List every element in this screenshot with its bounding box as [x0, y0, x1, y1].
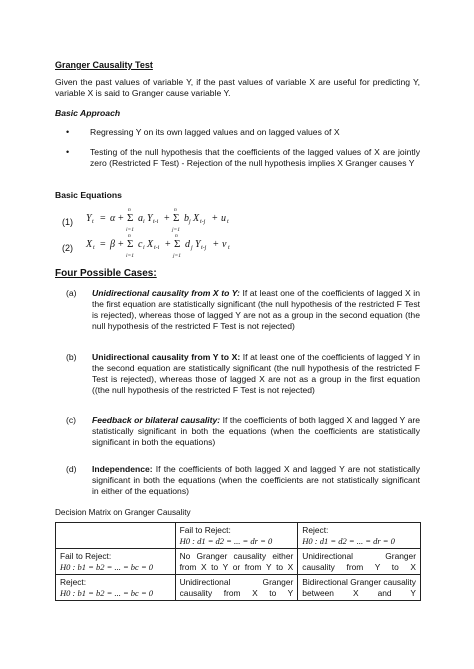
svg-text:=: = [100, 213, 106, 224]
case-c-lead: Feedback or bilateral causality: [92, 415, 221, 425]
svg-text:+: + [165, 239, 171, 250]
empty-corner-cell [56, 523, 176, 549]
svg-text:X: X [147, 239, 154, 250]
svg-text:j=1: j=1 [173, 253, 181, 259]
svg-text:n: n [175, 233, 178, 239]
bullet-icon: • [66, 127, 70, 137]
svg-text:j=1: j=1 [172, 227, 180, 233]
header-reject [298, 523, 421, 549]
svg-text:t-i: t-i [154, 245, 160, 251]
cases-heading: Four Possible Cases: [55, 268, 157, 279]
basic-equations-heading: Basic Equations [55, 190, 122, 200]
svg-text:i: i [143, 219, 145, 225]
svg-text:Y: Y [147, 213, 153, 224]
svg-text:β: β [110, 239, 115, 250]
decision-matrix-table [55, 522, 421, 601]
row-fail-to-reject-hypothesis: H0 : b1 = b2 = ... = bc = 0 [60, 561, 154, 572]
case-d-body: If the coefficients of both lagged X and lagged Y are not statistically significant in both the equations (when the coefficients are not statistically significant in either of the equations) [92, 464, 420, 496]
svg-text:c: c [138, 239, 143, 250]
svg-text:t-i: t-i [153, 219, 159, 225]
decision-matrix-caption: Decision Matrix on Granger Causality [55, 508, 191, 517]
header-fail-to-reject-label: Fail to Reject: [179, 525, 231, 535]
case-b-body: If at least one of the coefficients of lagged Y in the second equation are statistically significant (the null hypothesis of the restricted F Test is rejected), whereas those of lagged X are not as a group in the first equation ((the null hypothesis of the restricted F Test is not rejected) [92, 352, 420, 395]
svg-text:d: d [185, 239, 190, 250]
row-reject-hypothesis: H0 : b1 = b2 = ... = bc = 0 [60, 587, 154, 598]
svg-text:n: n [128, 207, 131, 213]
svg-text:X: X [193, 213, 200, 224]
svg-text:X: X [86, 239, 93, 250]
svg-text:j: j [189, 219, 191, 225]
svg-text:Y: Y [195, 239, 201, 250]
cell-no-causality: No Granger causality either from X to Y or from Y to X [175, 549, 298, 575]
svg-text:n: n [128, 233, 131, 239]
case-a-label: (a) [66, 288, 77, 298]
intro-paragraph: Given the past values of variable Y, if the past values of variable X are useful for predicting Y, variable X is said to Granger cause variable Y. [55, 77, 420, 98]
header-fail-to-reject-hypothesis: H0 : d1 = d2 = ... = dr = 0 [179, 535, 273, 546]
svg-text:t: t [228, 245, 230, 251]
case-c-text [92, 415, 420, 448]
svg-text:Σ: Σ [173, 212, 180, 224]
svg-text:t-j: t-j [200, 219, 206, 225]
header-reject-hypothesis: H0 : d1 = d2 = ... = dr = 0 [302, 535, 395, 546]
page-title: Granger Causality Test [55, 60, 153, 70]
case-b-label: (b) [66, 352, 77, 362]
svg-text:t: t [93, 245, 95, 251]
svg-text:t: t [92, 219, 94, 225]
case-b-lead: Unidirectional causality from Y to X: [92, 352, 241, 362]
svg-text:Y: Y [86, 213, 92, 224]
svg-text:+: + [212, 213, 218, 224]
cell-x-to-y: Unidirectional Granger causality from X to Y [175, 575, 298, 601]
svg-text:t: t [227, 219, 229, 225]
svg-text:j: j [191, 245, 193, 251]
row-reject [56, 575, 176, 601]
case-d-text [92, 464, 420, 497]
svg-text:+: + [164, 213, 170, 224]
case-a-text [92, 288, 420, 332]
svg-text:i=1: i=1 [126, 253, 134, 259]
svg-text:+: + [118, 213, 124, 224]
equation-2-label: (2) [62, 243, 73, 253]
equation-2 [84, 231, 284, 264]
table-row [56, 523, 421, 549]
case-b-text [92, 352, 420, 396]
table-row [56, 549, 421, 575]
case-d-label: (d) [66, 464, 77, 474]
svg-text:v: v [222, 239, 227, 250]
case-a-body: If at least one of the coefficients of lagged X in the first equation are statistically significant (the null hypothesis of the restricted F Test is rejected), whereas those of lagged Y are not as a group in the second equation (the null hypothesis of the restricted F Test is not rejected) [92, 288, 420, 331]
bullet-item-2: Testing of the null hypothesis that the coefficients of the lagged values of X are jointly zero (Restricted F Test) - Rejection of the null hypothesis implies X Granger causes Y [90, 147, 420, 168]
case-d-lead: Independence: [92, 464, 153, 474]
basic-approach-heading: Basic Approach [55, 108, 121, 118]
svg-text:t-j: t-j [201, 245, 207, 251]
bullet-icon: • [66, 147, 70, 157]
equation-2-formula-graphic [84, 231, 284, 261]
svg-text:+: + [118, 239, 124, 250]
case-c-label: (c) [66, 415, 77, 425]
svg-text:=: = [100, 239, 106, 250]
svg-text:b: b [184, 213, 189, 224]
svg-text:i=1: i=1 [126, 227, 134, 233]
svg-text:i: i [143, 245, 145, 251]
table-row [56, 575, 421, 601]
case-a-lead: Unidirectional causality from X to Y: [92, 288, 240, 298]
row-reject-label: Reject: [60, 577, 87, 587]
svg-text:a: a [138, 213, 143, 224]
case-c-body: If the coefficients of both lagged X and lagged Y are statistically significant in both the equations (when the coefficients are statistically significant in both the equations) [92, 415, 420, 447]
row-fail-to-reject-label: Fail to Reject: [60, 551, 112, 561]
row-fail-to-reject [56, 549, 176, 575]
cell-y-to-x: Unidirectional Granger causality from Y to X [298, 549, 421, 575]
svg-text:u: u [221, 213, 226, 224]
svg-text:Σ: Σ [174, 238, 181, 250]
header-fail-to-reject [175, 523, 298, 549]
svg-text:Σ: Σ [127, 212, 134, 224]
svg-text:+: + [213, 239, 219, 250]
bullet-item-1: Regressing Y on its own lagged values and on lagged values of X [90, 127, 340, 137]
header-reject-label: Reject: [302, 525, 329, 535]
equation-1-label: (1) [62, 217, 73, 227]
svg-text:Σ: Σ [127, 238, 134, 250]
svg-text:n: n [174, 207, 177, 213]
svg-text:α: α [110, 213, 116, 224]
cell-bidirectional: Bidirectional Granger causality between X and Y [298, 575, 421, 601]
